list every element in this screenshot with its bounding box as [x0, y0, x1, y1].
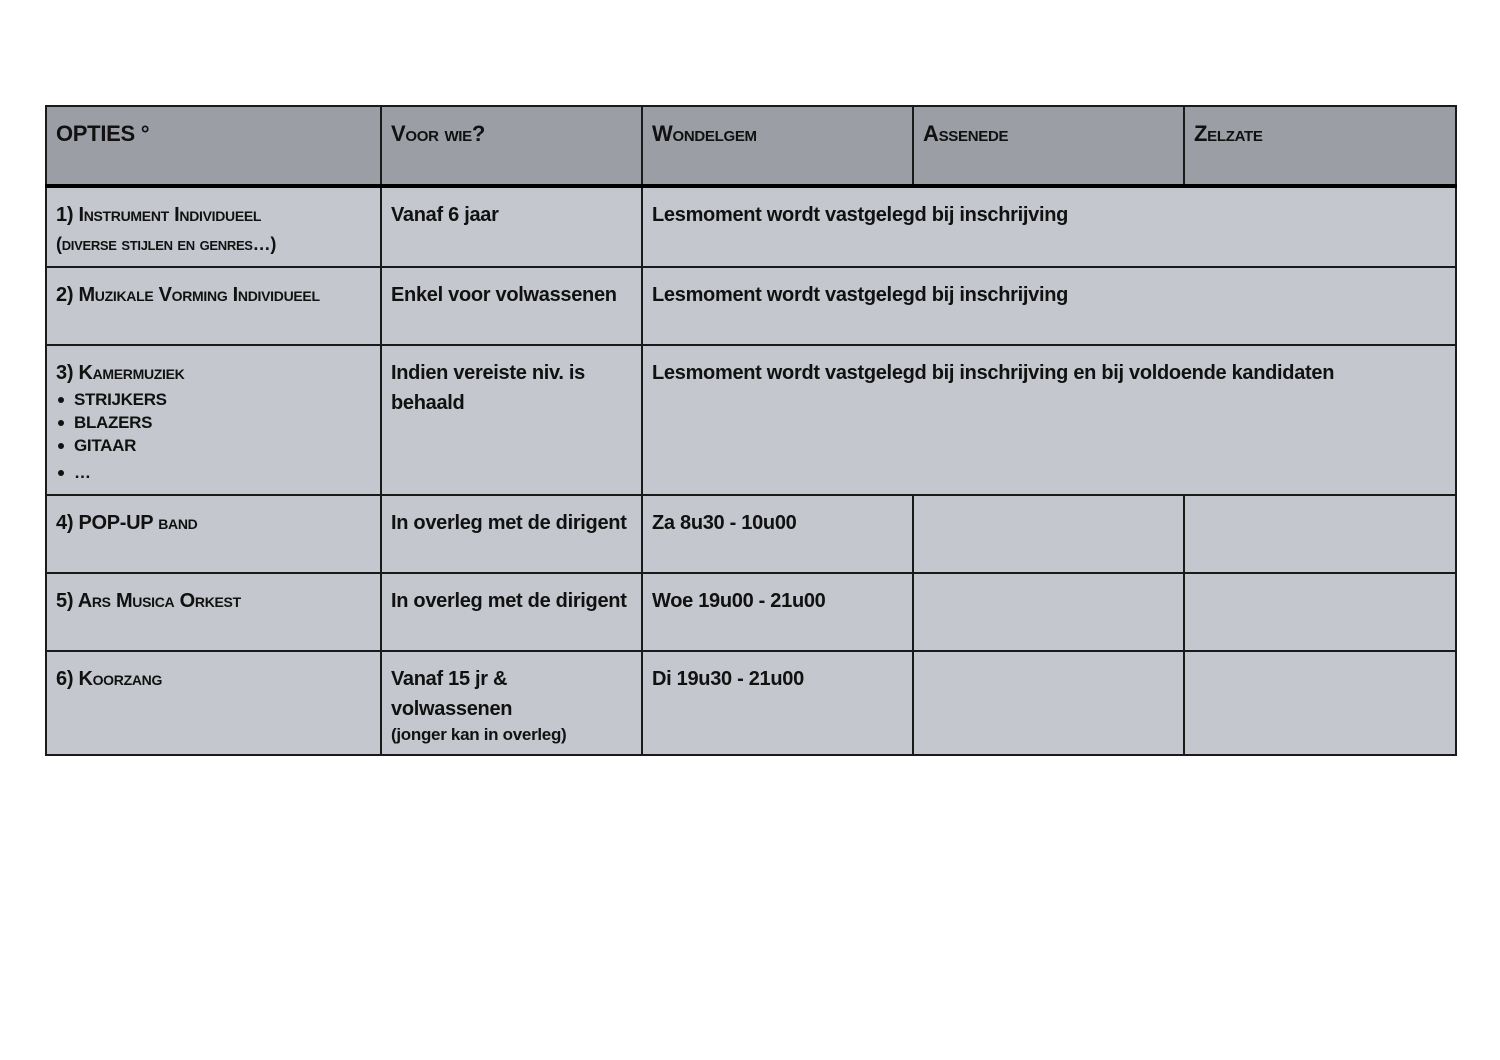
table-row	[46, 345, 1456, 495]
option-cell	[46, 186, 381, 267]
schedule-cell: Lesmoment wordt vastgelegd bij inschrijving en bij voldoende kandidaten	[642, 345, 1456, 495]
for-whom-cell: Enkel voor volwassenen	[381, 267, 642, 345]
for-whom-cell	[381, 651, 642, 755]
option-cell	[46, 345, 381, 495]
option-label: 6) Koorzang	[56, 668, 163, 690]
list-item: …	[56, 461, 371, 484]
zelzate-cell	[1184, 651, 1456, 755]
list-item: STRIJKERS	[56, 388, 371, 411]
for-whom-label: Vanaf 15 jr & volwassenen	[391, 668, 513, 720]
option-cell	[46, 267, 381, 345]
bullet-icon	[58, 420, 64, 426]
option-label: 4) POP-UP	[56, 512, 153, 534]
table-header-row	[46, 106, 1456, 186]
for-whom-cell: Vanaf 6 jaar	[381, 186, 642, 267]
for-whom-cell: Indien vereiste niv. is behaald	[381, 345, 642, 495]
option-cell	[46, 573, 381, 651]
schedule-cell: Lesmoment wordt vastgelegd bij inschrijving	[642, 267, 1456, 345]
table-row	[46, 495, 1456, 573]
course-options-table	[45, 105, 1457, 756]
schedule-cell: Lesmoment wordt vastgelegd bij inschrijving	[642, 186, 1456, 267]
header-for-whom: Voor wie?	[381, 106, 642, 186]
option-cell	[46, 495, 381, 573]
for-whom-cell: In overleg met de dirigent	[381, 495, 642, 573]
bullet-icon	[58, 443, 64, 449]
option-cell	[46, 651, 381, 755]
ensemble-list	[56, 388, 371, 484]
option-label: 3) Kamermuziek	[56, 362, 185, 384]
zelzate-cell	[1184, 573, 1456, 651]
option-label: 5) Ars Musica Orkest	[56, 590, 241, 612]
header-zelzate: Zelzate	[1184, 106, 1456, 186]
table-row	[46, 267, 1456, 345]
option-sublabel: (diverse stijlen en genres…)	[56, 234, 277, 254]
wondelgem-cell: Di 19u30 - 21u00	[642, 651, 913, 755]
bullet-icon	[58, 470, 64, 476]
table-row	[46, 186, 1456, 267]
option-label-suffix: band	[158, 512, 198, 534]
header-options: OPTIES °	[46, 106, 381, 186]
wondelgem-cell: Za 8u30 - 10u00	[642, 495, 913, 573]
assenede-cell	[913, 573, 1184, 651]
zelzate-cell	[1184, 495, 1456, 573]
option-label: 1) Instrument Individueel	[56, 204, 262, 226]
for-whom-note: (jonger kan in overleg)	[391, 725, 567, 744]
header-wondelgem: Wondelgem	[642, 106, 913, 186]
list-item: GITAAR	[56, 434, 371, 457]
bullet-icon	[58, 397, 64, 403]
assenede-cell	[913, 495, 1184, 573]
list-item: BLAZERS	[56, 411, 371, 434]
option-label: 2) Muzikale Vorming Individueel	[56, 284, 320, 306]
for-whom-cell: In overleg met de dirigent	[381, 573, 642, 651]
table-row	[46, 573, 1456, 651]
table-row	[46, 651, 1456, 755]
header-assenede: Assenede	[913, 106, 1184, 186]
assenede-cell	[913, 651, 1184, 755]
wondelgem-cell: Woe 19u00 - 21u00	[642, 573, 913, 651]
